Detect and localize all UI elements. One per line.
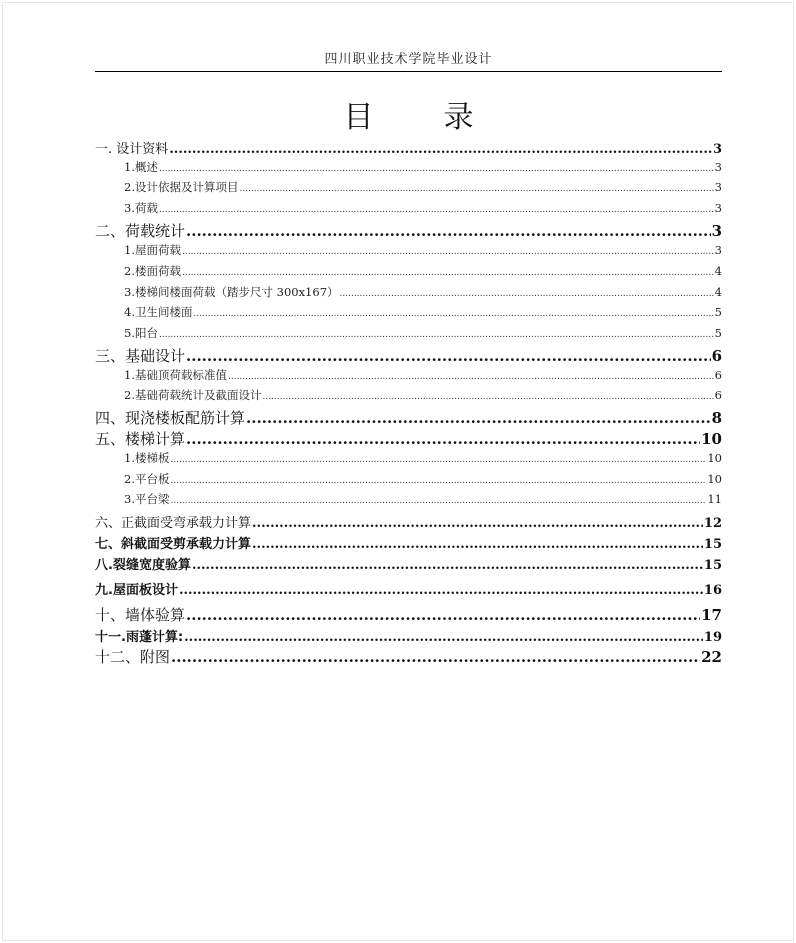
toc-leader-dots <box>252 516 703 531</box>
toc-entry-bathroom-floor[interactable] <box>124 304 722 320</box>
toc-page-number: 3 <box>714 180 722 194</box>
toc-entry-foundation-section[interactable] <box>124 387 722 403</box>
toc-entry-foundation-design[interactable] <box>95 345 722 366</box>
toc-page-number: 16 <box>703 583 722 598</box>
toc-leader-dots <box>262 392 713 402</box>
toc-entry-load-statistics[interactable] <box>95 220 722 241</box>
toc-leader-dots <box>186 606 700 624</box>
toc-leader-dots <box>186 222 711 240</box>
toc-entry-label: 六、正截面受弯承载力计算 <box>95 516 252 531</box>
toc-page-number: 3 <box>712 142 722 157</box>
toc-page-number: 6 <box>714 368 722 382</box>
toc-entry-label: 2.设计依据及计算项目 <box>124 180 239 194</box>
toc-entry-landing-beam[interactable] <box>124 491 722 507</box>
toc-page-number: 3 <box>714 160 722 174</box>
toc-page-number: 10 <box>707 472 722 486</box>
toc-page-number: 15 <box>703 558 722 573</box>
toc-entry-label: 十、墙体验算 <box>95 606 186 624</box>
toc-entry-roof-load[interactable] <box>124 242 722 258</box>
toc-entry-label: 1.屋面荷载 <box>124 243 181 257</box>
toc-entry-label: 三、基础设计 <box>95 347 186 365</box>
toc-title: 目 录 <box>343 100 494 135</box>
toc-leader-dots <box>246 409 711 427</box>
toc-entry-landing-slab[interactable] <box>124 471 722 487</box>
table-of-contents <box>95 0 722 943</box>
toc-entry-design-data[interactable] <box>95 138 722 157</box>
toc-page-number: 10 <box>707 451 722 465</box>
toc-entry-label: 1.楼梯板 <box>124 451 170 465</box>
toc-leader-dots <box>340 289 714 299</box>
toc-entry-label: 一. 设计资料 <box>95 142 169 157</box>
toc-leader-dots <box>170 496 706 506</box>
toc-leader-dots <box>186 347 711 365</box>
toc-entry-label: 4.卫生间楼面 <box>124 305 193 319</box>
toc-page-number: 12 <box>703 516 722 531</box>
toc-entry-label: 1.概述 <box>124 160 158 174</box>
toc-entry-label: 五、楼梯计算 <box>95 430 186 448</box>
toc-entry-label: 十一.雨蓬计算: <box>95 630 184 645</box>
toc-entry-label: 七、斜截面受剪承载力计算 <box>95 537 252 552</box>
toc-entry-crack-width[interactable] <box>95 554 722 573</box>
toc-entry-canopy-calculation[interactable] <box>95 626 722 645</box>
toc-leader-dots <box>171 648 700 666</box>
toc-leader-dots <box>159 330 714 340</box>
toc-entry-label: 3.楼梯间楼面荷载（踏步尺寸 300x167） <box>124 285 339 299</box>
toc-entry-flexural-capacity[interactable] <box>95 512 722 531</box>
toc-entry-balcony[interactable] <box>124 325 722 341</box>
toc-page-number: 17 <box>701 606 722 624</box>
toc-entry-stairwell-load[interactable] <box>124 284 722 300</box>
toc-leader-dots <box>159 205 714 215</box>
toc-entry-label: 5.阳台 <box>124 326 158 340</box>
toc-page-number: 6 <box>714 388 722 402</box>
toc-entry-foundation-top-load[interactable] <box>124 367 722 383</box>
toc-entry-label: 九.屋面板设计 <box>95 583 178 598</box>
toc-entry-stair-calculation[interactable] <box>95 428 722 449</box>
toc-page-number: 6 <box>711 347 722 365</box>
toc-page-number: 4 <box>714 264 722 278</box>
toc-leader-dots <box>193 309 713 319</box>
toc-entry-label: 1.基础顶荷载标准值 <box>124 368 227 382</box>
toc-leader-dots <box>184 630 703 645</box>
toc-page-number: 8 <box>711 409 722 427</box>
toc-page-number: 3 <box>711 222 722 240</box>
toc-entry-label: 3.平台梁 <box>124 492 170 506</box>
toc-entry-stair-slab[interactable] <box>124 450 722 466</box>
toc-leader-dots <box>182 247 714 257</box>
toc-leader-dots <box>192 558 703 573</box>
toc-entry-slab-reinforcement[interactable] <box>95 407 722 428</box>
toc-entry-overview[interactable] <box>124 159 722 175</box>
toc-leader-dots <box>170 455 706 465</box>
toc-page-number: 10 <box>701 430 722 448</box>
toc-page-number: 5 <box>714 326 722 340</box>
toc-page-number: 5 <box>714 305 722 319</box>
toc-leader-dots <box>239 184 713 194</box>
toc-leader-dots <box>169 142 712 157</box>
toc-entry-wall-check[interactable] <box>95 604 722 625</box>
toc-page-number: 3 <box>714 243 722 257</box>
toc-page-number: 22 <box>701 648 722 666</box>
toc-entry-label: 四、现浇楼板配筋计算 <box>95 409 246 427</box>
toc-entry-loads[interactable] <box>124 200 722 216</box>
toc-entry-label: 2.平台板 <box>124 472 170 486</box>
toc-page-number: 3 <box>714 201 722 215</box>
toc-page-number: 4 <box>714 285 722 299</box>
toc-leader-dots <box>228 372 714 382</box>
toc-entry-shear-capacity[interactable] <box>95 533 722 552</box>
toc-leader-dots <box>186 430 700 448</box>
toc-entry-floor-load[interactable] <box>124 263 722 279</box>
toc-page-number: 15 <box>703 537 722 552</box>
toc-leader-dots <box>159 164 714 174</box>
toc-entry-design-basis[interactable] <box>124 179 722 195</box>
toc-entry-label: 八.裂缝宽度验算 <box>95 558 191 573</box>
toc-entry-label: 2.基础荷载统计及截面设计 <box>124 388 262 402</box>
toc-entry-roof-slab-design[interactable] <box>95 579 722 598</box>
running-header: 四川职业技术学院毕业设计 <box>324 52 493 67</box>
toc-entry-label: 二、荷载统计 <box>95 222 186 240</box>
toc-leader-dots <box>170 476 706 486</box>
toc-entry-label: 3.荷载 <box>124 201 158 215</box>
toc-leader-dots <box>182 268 714 278</box>
toc-entry-label: 十二、附图 <box>95 648 171 666</box>
toc-entry-appendix-drawings[interactable] <box>95 646 722 667</box>
toc-leader-dots <box>179 583 703 598</box>
toc-leader-dots <box>252 537 703 552</box>
toc-page-number: 19 <box>703 630 722 645</box>
toc-entry-label: 2.楼面荷载 <box>124 264 181 278</box>
toc-page-number: 11 <box>707 492 722 506</box>
